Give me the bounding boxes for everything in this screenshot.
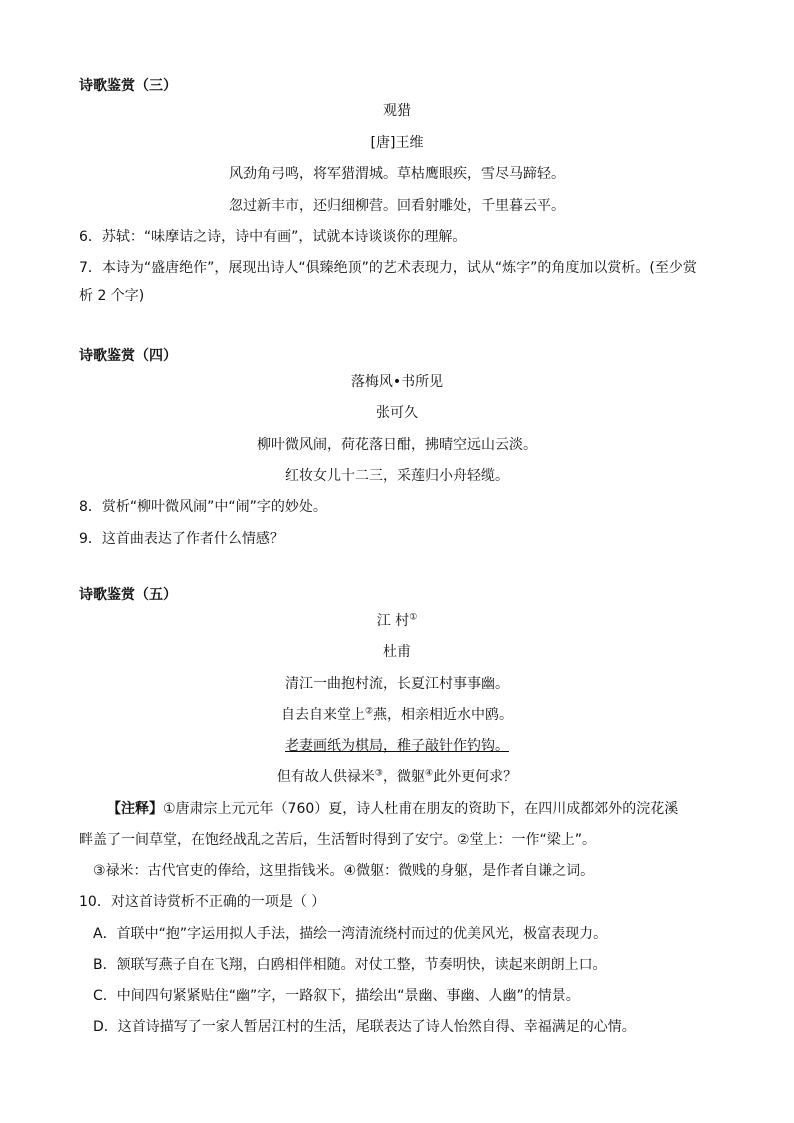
footnote-marker-4: ④ (425, 768, 434, 779)
question-7-line2: 析 2 个字) (79, 288, 145, 304)
poem-line-5-2-part2: 燕，相亲相近水中鸥。 (373, 707, 514, 723)
poem-line-5-4-part2: ，微躯 (383, 769, 425, 785)
poem-line-5-2 (0, 705, 794, 725)
option-b: B．颔联写燕子自在飞翔，白鸥相伴相随。对仗工整，节奏明快，读起来朗朗上口。 (93, 957, 607, 973)
question-9: 9．这首曲表达了作者什么情感？ (79, 531, 284, 547)
poem-line-4-1: 柳叶微风闹，荷花落日酣，拂晴空远山云淡。 (257, 437, 537, 453)
section-heading-4: 诗歌鉴赏（四） (79, 348, 177, 364)
annotation-line1 (107, 799, 678, 819)
annotation-text-1: ①唐肃宗上元元年（760）夏，诗人杜甫在朋友的资助下，在四川成都郊外的浣花溪 (163, 801, 679, 817)
poem-author-5: 杜甫 (383, 644, 411, 660)
option-a: A．首联中“抱”字运用拟人手法，描绘一湾清流绕村而过的优美风光，极富表现力。 (93, 926, 608, 942)
poem-line-5-4-part3: 此外更何求？ (433, 769, 518, 785)
section-heading-5: 诗歌鉴赏（五） (79, 587, 177, 603)
poem-title-4: 落梅风•书所见 (350, 374, 444, 390)
poem-title-5 (0, 611, 794, 631)
section-heading-3: 诗歌鉴赏（三） (79, 78, 177, 94)
annotation-line3: ③禄米：古代官吏的俸给，这里指钱米。④微躯：微贱的身躯，是作者自谦之词。 (93, 863, 595, 879)
question-6: 6．苏轼：“味摩诘之诗，诗中有画”，试就本诗谈谈你的理解。 (79, 229, 467, 245)
question-10: 10．对这首诗赏析不正确的一项是（ ） (79, 894, 326, 910)
footnote-marker-2: ② (364, 706, 374, 717)
poem-line-5-2-part1: 自去自来堂上 (280, 707, 365, 723)
poem-line-5-3 (0, 736, 794, 756)
poem-title-3: 观猎 (383, 103, 411, 119)
question-8: 8．赏析“柳叶微风闹”中“闹”字的妙处。 (79, 499, 327, 515)
poem-line-5-1: 清江一曲抱村流，长夏江村事事幽。 (285, 676, 509, 692)
poem-title-5-text: 江 村 (376, 613, 410, 629)
annotation-line2: 畔盖了一间草堂，在饱经战乱之苦后，生活暂时得到了安宁。②堂上：一作“梁上”。 (79, 832, 597, 848)
poem-line-4-2: 红妆女儿十二三，采莲归小舟轻缆。 (285, 468, 509, 484)
poem-line-3-1: 风劲角弓鸣，将军猎渭城。草枯鹰眼疾，雪尽马蹄轻。 (229, 166, 565, 182)
option-c: C．中间四句紧紧贴住“幽”字，一路叙下，描绘出“景幽、事幽、人幽”的情景。 (93, 988, 580, 1004)
poem-author-4: 张可久 (376, 405, 418, 421)
poem-line-5-3-underlined: 老妻画纸为棋局，稚子敲针作钓钩。 (285, 738, 509, 754)
poem-line-3-2: 忽过新丰市，还归细柳营。回看射雕处，千里暮云平。 (229, 198, 565, 214)
poem-line-5-4-part1: 但有故人供禄米 (276, 769, 375, 785)
footnote-marker-1: ① (409, 612, 418, 623)
option-d: D．这首诗描写了一家人暂居江村的生活，尾联表达了诗人怡然自得、幸福满足的心情。 (93, 1019, 636, 1035)
question-7-line1: 7．本诗为“盛唐绝作”，展现出诗人“俱臻绝顶”的艺术表现力，试从“炼字”的角度加以赏析。(至少赏 (79, 260, 697, 276)
annotation-label: 【注释】 (107, 801, 163, 817)
poem-author-3: [唐]王维 (370, 135, 424, 151)
poem-line-5-4 (0, 767, 794, 787)
footnote-marker-3: ③ (374, 768, 383, 779)
